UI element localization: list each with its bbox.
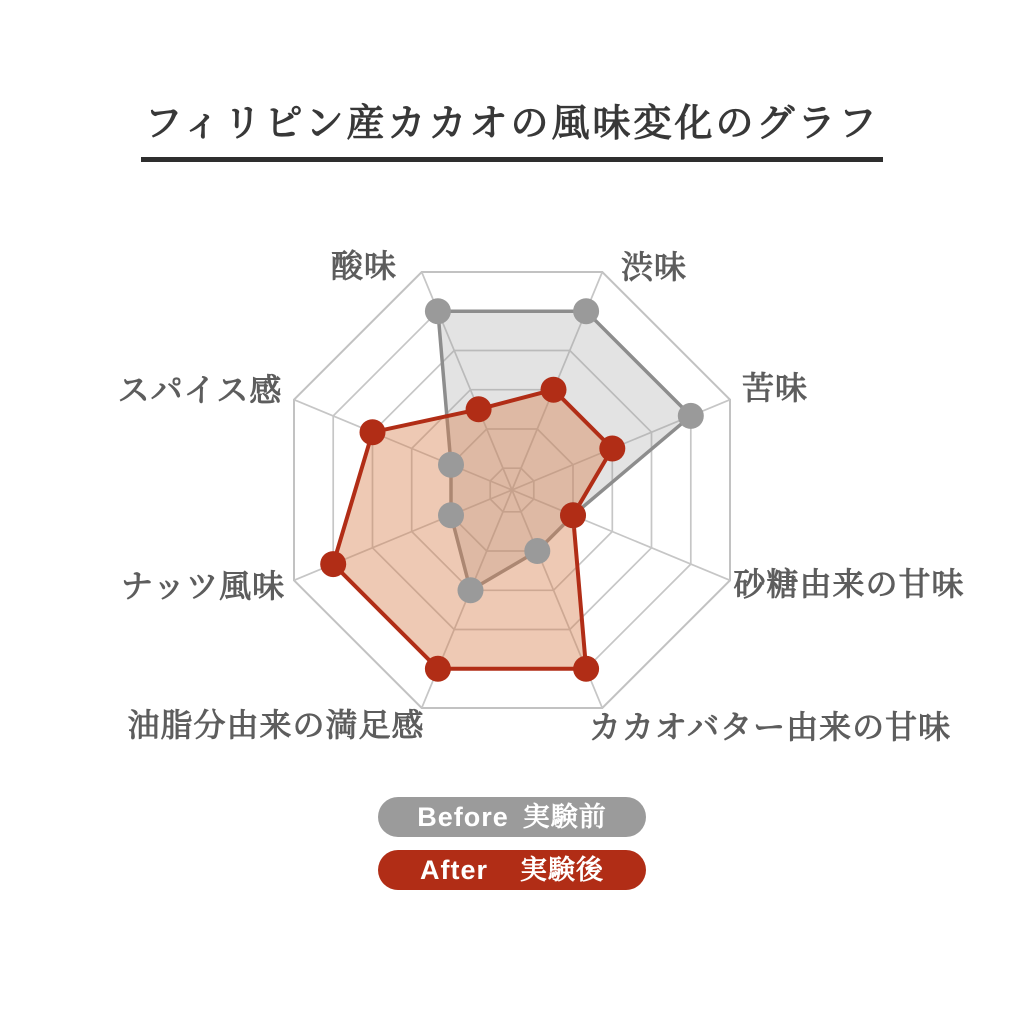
legend — [0, 797, 1024, 890]
data-point — [438, 452, 464, 478]
axis-label-5: 油脂分由来の満足感 — [127, 707, 425, 743]
data-point — [466, 396, 492, 422]
legend-item-after — [378, 850, 646, 890]
data-point — [560, 502, 586, 528]
data-point — [541, 377, 567, 403]
data-point — [425, 656, 451, 682]
legend-item-before — [378, 797, 646, 837]
axis-label-3: 砂糖由来の甘味 — [733, 566, 965, 602]
axis-label-0: 酸味 — [330, 248, 398, 284]
data-point — [599, 436, 625, 462]
data-point — [320, 551, 346, 577]
legend-after-ja: 実験後 — [520, 854, 604, 885]
legend-after-en: After — [419, 854, 488, 885]
axis-label-1: 渋味 — [620, 249, 688, 285]
legend-before-en: Before — [417, 801, 509, 832]
data-point — [524, 538, 550, 564]
axis-label-4: カカオバター由来の甘味 — [588, 709, 952, 745]
data-point — [425, 298, 451, 324]
page-title: フィリピン産カカオの風味変化のグラフ — [141, 103, 884, 162]
axis-label-6: ナッツ風味 — [120, 568, 286, 604]
data-point — [573, 298, 599, 324]
data-point — [360, 419, 386, 445]
axis-label-7: スパイス感 — [117, 372, 283, 408]
data-point — [573, 656, 599, 682]
axis-label-2: 苦味 — [741, 370, 809, 406]
data-point — [438, 502, 464, 528]
data-point — [678, 403, 704, 429]
legend-before-ja: 実験前 — [522, 801, 607, 832]
data-point — [458, 577, 484, 603]
